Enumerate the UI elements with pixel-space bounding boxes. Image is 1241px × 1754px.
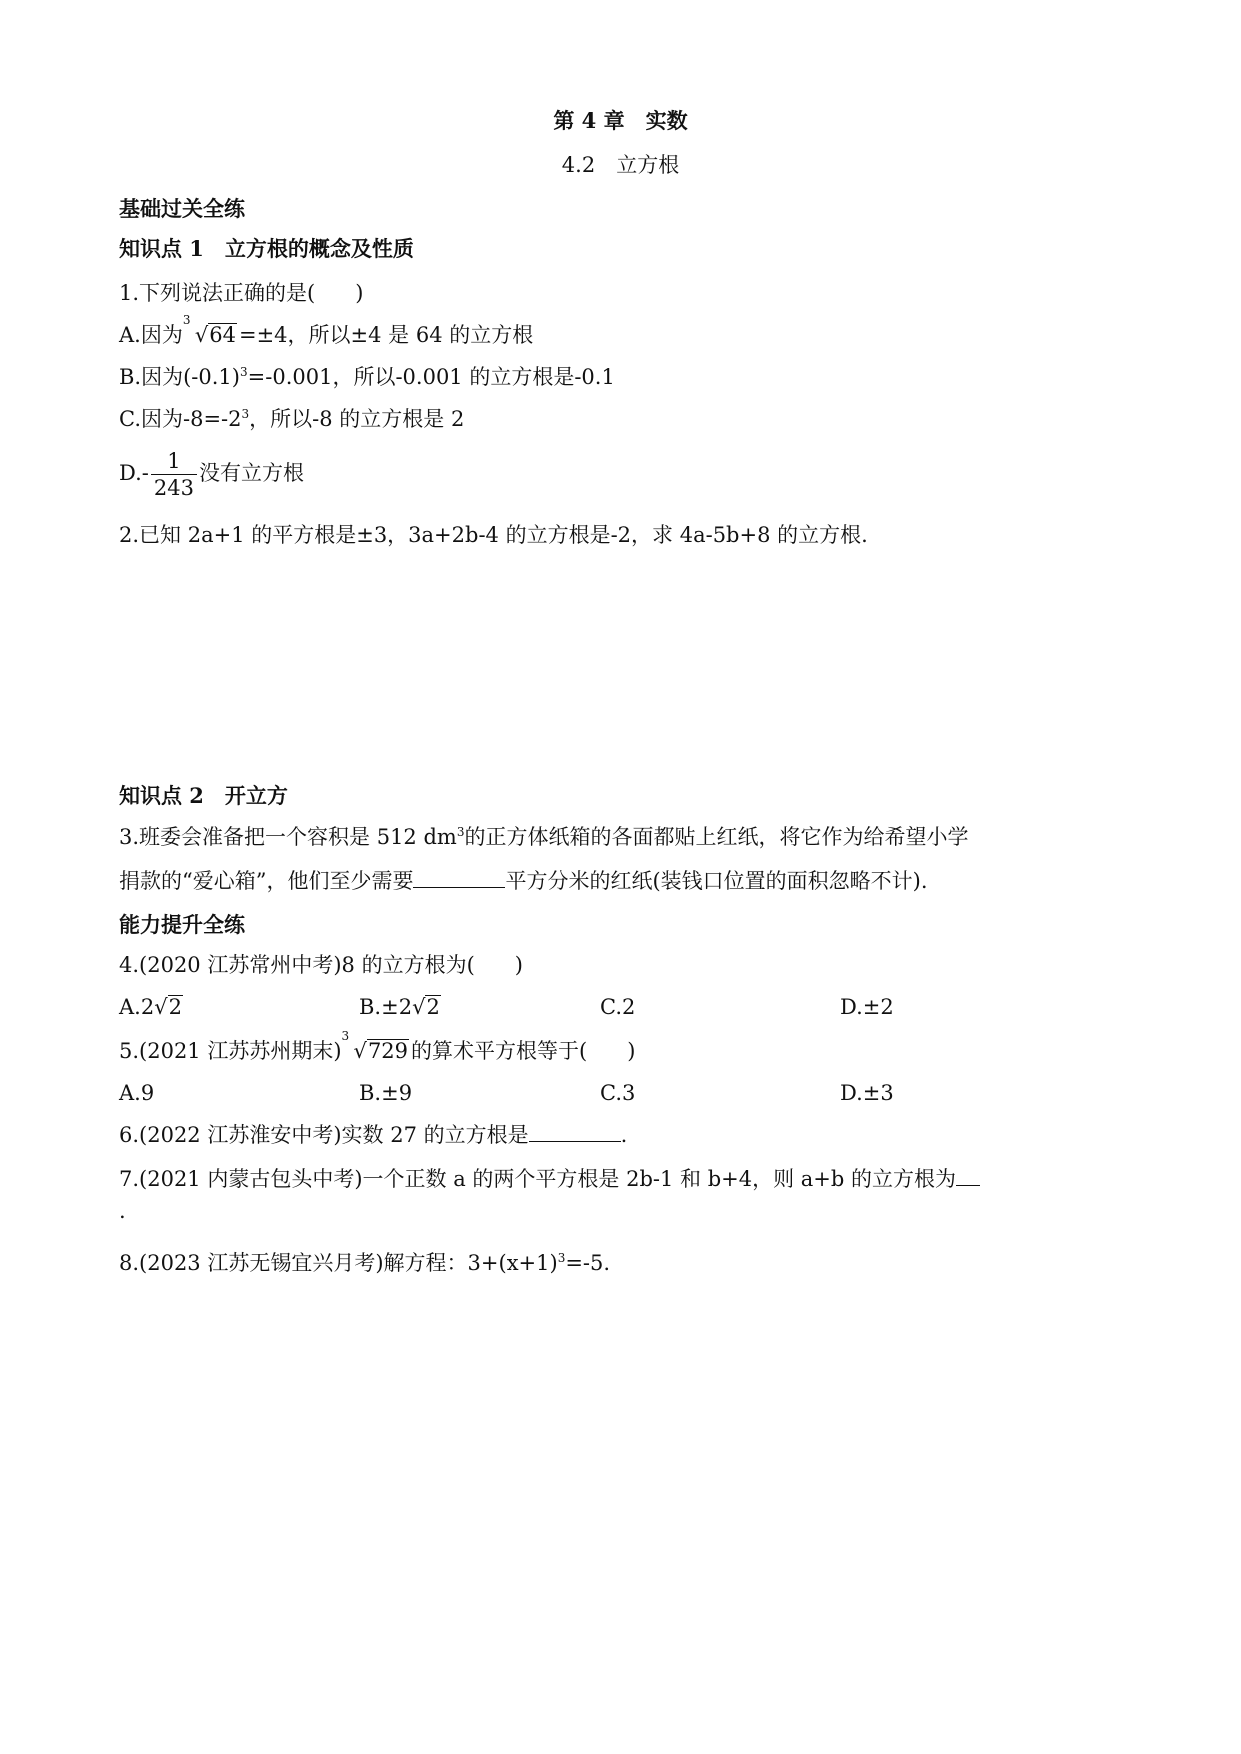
answer-blank[interactable] [413,867,505,888]
q5-stem: 5.(2021 江苏苏州期末) 3 √729 的算术平方根等于( ) [119,1036,635,1066]
knowledge-point-2-heading: 知识点 2 开立方 [119,783,288,808]
section-basic-heading: 基础过关全练 [119,196,245,221]
answer-blank[interactable] [956,1165,980,1186]
cube-root-expression: 3 √64 [182,313,236,347]
q1-option-d: D.- $\frac{1}{243}$ 没有立方根 [119,449,304,500]
q5-option-b: B.±9 [359,1081,413,1105]
chapter-title: 第 4 章 实数 [553,108,688,133]
square-root-expression: √2 [154,995,182,1019]
q6-stem: 6.(2022 江苏淮安中考)实数 27 的立方根是 . [119,1123,628,1147]
q7-line1: 7.(2021 内蒙古包头中考)一个正数 a 的两个平方根是 2b-1 和 b+4，则 a+b 的立方根为 [119,1164,980,1194]
section-advanced-heading: 能力提升全练 [119,912,245,937]
square-root-expression: √2 [412,995,440,1019]
q5-option-c: C.3 [600,1081,636,1105]
q3-line1: 3.班委会准备把一个容积是 512 $dm^3$的正方体纸箱的各面都贴上红纸，将它作为给希望小学 [119,825,969,849]
q8-stem: 8.(2023 江苏无锡宜兴月考)解方程：$3+(x+1)^3=-5$. [119,1251,611,1275]
q4-option-c: C.2 [600,995,636,1019]
q2-stem: 2.已知 2a+1 的平方根是±3，3a+2b-4 的立方根是-2，求 4a-5b+8 的立方根. [119,523,868,547]
q4-option-a: A.2√2 [119,992,185,1022]
cube-root-expression: 3 √729 [341,1029,409,1063]
q1-option-b: B.因为$(-0.1)^3=-0.001$，所以-0.001 的立方根是-0.1 [119,365,615,389]
q3-line2: 捐款的“爱心箱”，他们至少需要 平方分米的红纸(装钱口位置的面积忽略不计). [119,869,928,893]
q1-stem: 1.下列说法正确的是( ) [119,281,364,305]
q1-option-c: C.因为$-8=-2^3$，所以-8 的立方根是 2 [119,407,465,431]
answer-blank[interactable] [529,1121,621,1142]
q4-option-b: B.±2√2 [359,992,443,1022]
fraction: $\frac{1}{243}$ [151,448,197,501]
q1-option-a: A.因为 3 √64 =±4，所以±4 是 64 的立方根 [119,320,533,350]
section-subtitle: 4.2 立方根 [561,153,680,177]
q4-stem: 4.(2020 江苏常州中考)8 的立方根为( ) [119,953,523,977]
q5-option-a: A.9 [119,1081,155,1105]
q5-option-d: D.±3 [840,1081,894,1105]
q4-option-d: D.±2 [840,995,894,1019]
knowledge-point-1-heading: 知识点 1 立方根的概念及性质 [119,236,414,261]
q7-line2: . [119,1199,126,1223]
